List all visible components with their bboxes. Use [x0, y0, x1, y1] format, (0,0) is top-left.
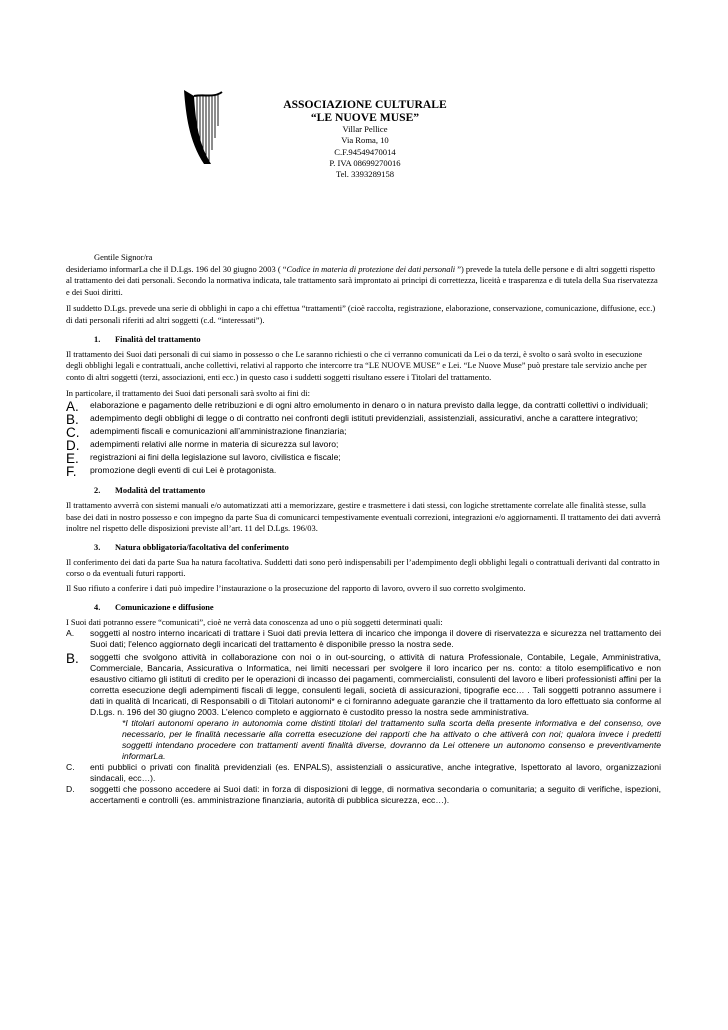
list-item-label: D.	[66, 437, 80, 453]
list-item-label: F.	[66, 463, 77, 479]
section-2-title: Modalità del trattamento	[115, 485, 206, 495]
list-item-label: B.	[66, 411, 79, 427]
list-item-text: adempimenti fiscali e comunicazioni all’amministrazione finanziaria;	[90, 425, 347, 436]
org-tel: Tel. 3393289158	[335, 169, 395, 180]
list-item-text: soggetti che svolgono attività in collaborazione con noi o in out-sourcing, o attività di natura Professionale, Contabile, Legale, Amministrativa, Commerciale, Bancaria, Assicurativa o Informatica, nei limiti necessari per svolgere il loro incarico per ns. conto: a titolo esemplificativo e non esaustivo citiamo gli istituti di credito per le operazioni di incasso dei pagamenti, commercialisti, consulenti del lavoro e liberi professionisti affini per la corretta esecuzione degli adempimenti fiscali di legge, consulenti legali, società di assicurazioni, tipografie ecc… . Tali soggetti potranno assumere i dati in qualità di Incaricati, di Responsabili o di Titolari autonomi* e ci forniranno adeguate garanzie che il trattamento da loro effettuato sia conforme al D.Lgs. n. 196 del 30 giugno 2003. L’elenco completo e aggiornato è custodito presso la nostra sede amministrativa.	[90, 652, 661, 718]
list-item-text: elaborazione e pagamento delle retribuzioni e di ogni altro emolumento in denaro o in natura previsto dalla legge, da contratti collettivi o individuali;	[90, 399, 648, 410]
list-item-text: registrazioni ai fini della legislazione sul lavoro, civilistica e fiscale;	[90, 451, 341, 462]
section-3-paragraph-1: Il conferimento dei dati da parte Sua ha natura facoltativa. Suddetti dati sono però indispensabili per l’adempimento degli obblighi legali o contrattuali derivanti dal contratto in corso o da eventuali futuri rapporti.	[66, 556, 660, 579]
section-4-heading	[66, 602, 661, 613]
list-item-text: soggetti al nostro interno incaricati di trattare i Suoi dati previa lettera di incarico che imponga il dovere di riservatezza e sicurezza nel trattamento dei Suoi dati; l'elenco aggiornato degli incaricati del trattamento è disponibile presso la nostra sede.	[90, 628, 661, 650]
section-4-title: Comunicazione e diffusione	[115, 602, 214, 612]
list-item	[66, 439, 661, 452]
intro-paragraph-2: Il suddetto D.Lgs. prevede una serie di obblighi in capo a chi effettua “trattamenti” (cioè raccolta, registrazione, elaborazione, conservazione, comunicazione, diffusione, ecc.) di dati personali riferiti ad altri soggetti (c.d. “interessati”).	[66, 303, 656, 325]
org-town: Villar Pellice	[342, 124, 388, 134]
list-item	[66, 762, 661, 784]
greeting: Gentile Signor/ra	[94, 252, 153, 262]
section-1-number: 1.	[94, 334, 101, 344]
list-item	[66, 628, 661, 650]
list-item-label: D.	[66, 784, 75, 795]
section-1-heading	[66, 334, 661, 345]
list-item	[66, 413, 661, 426]
list-item-text: adempimento degli obblighi di legge o di contratto nei confronti degli istituti previdenziali, assistenziali, assicurativi, anche a carattere integrativo;	[90, 412, 638, 423]
letterhead	[250, 98, 480, 180]
list-item-text: enti pubblici o privati con finalità previdenziali (es. ENPALS), assistenziali o assicurative, anche integrative, Ispettorato al lavoro, organizzazioni sindacali, ecc…).	[90, 762, 661, 784]
org-name-line2: “LE NUOVE MUSE”	[310, 111, 420, 124]
intro-paragraph-1	[66, 264, 661, 299]
org-cf: C.F.94549470014	[334, 146, 396, 157]
list-item-text: promozione degli eventi di cui Lei è protagonista.	[90, 464, 277, 475]
section-3-heading	[66, 542, 661, 553]
section-3-title: Natura obbligatoria/facoltativa del conferimento	[115, 542, 289, 552]
org-street: Via Roma, 10	[341, 135, 389, 146]
document-body	[66, 252, 661, 806]
list-item	[66, 652, 661, 718]
org-piva: P. IVA 08699270016	[329, 157, 401, 168]
section-1-title: Finalità del trattamento	[115, 334, 201, 344]
intro-p1-text-b: ”) prevede la tutela delle persone e di altri soggetti rispetto al trattamento dei dati personali. Secondo la normativa indicata, tale trattamento sarà improntato ai principi di correttezza, liceità e trasparenza e di tutela della Sua riservatezza e dei Suoi diritti.	[66, 263, 658, 297]
list-item-label: A.	[66, 628, 75, 639]
list-item	[66, 452, 661, 465]
list-item	[66, 784, 661, 806]
section-3-number: 3.	[94, 542, 101, 552]
section-4-paragraph: I Suoi dati potranno essere “comunicati”, cioè ne verrà data conoscenza ad uno o più soggetti determinati quali:	[66, 616, 443, 627]
list-item-label: C.	[66, 424, 80, 440]
list-item-label: C.	[66, 762, 75, 773]
section-2-paragraph: Il trattamento avverrà con sistemi manuali e/o automatizzati atti a memorizzare, gestire e trasmettere i dati stessi, con logiche strettamente correlate alle finalità stesse, sulla base dei dati in nostro possesso e con impegno da parte Sua di comunicarci tempestivamente eventuali correzioni, integrazioni e/o aggiornamenti. Il trattamento dei dati avverrà inoltre nel rispetto delle disposizioni previste all’art. 11 del D.Lgs. 196/03.	[66, 499, 661, 534]
list-item-text: adempimenti relativi alle norme in materia di sicurezza sul lavoro;	[90, 438, 339, 449]
list-item-text: soggetti che possono accedere ai Suoi dati: in forza di disposizioni di legge, di normativa secondaria o comunitaria; a seguito di verifiche, ispezioni, accertamenti e controlli (es. amministrazione finanziaria, autorità di pubblica sicurezza, ecc…).	[90, 784, 661, 806]
list-item-label: B.	[66, 651, 79, 667]
list-item-label: E.	[66, 450, 79, 466]
list-item-label: A.	[66, 398, 79, 414]
list-item	[66, 400, 661, 413]
list-item	[66, 465, 661, 478]
autonomous-holders-note: *I titolari autonomi operano in autonomia come distinti titolari del trattamento sulla scorta della presente informativa e del consenso, ove necessario, per le finalità necessarie alla corretta esecuzione dei rapporti che ha attivato o che attiverà con noi; qualora invece i predetti soggetti intendano procedere con trattamenti aventi finalità diverse, dovranno da Lei ottenere un autonomo consenso e preventivamente informarLa.	[122, 718, 661, 762]
harp-logo	[178, 88, 230, 166]
section-3-paragraph-2: Il Suo rifiuto a conferire i dati può impedire l’instaurazione o la prosecuzione del rapporto di lavoro, ovvero il suo corretto svolgimento.	[66, 582, 526, 593]
section-2-heading	[66, 485, 661, 496]
org-name-line1: ASSOCIAZIONE CULTURALE	[283, 98, 447, 111]
section-4-number: 4.	[94, 602, 101, 612]
intro-p1-text-a: desideriamo informarLa che il D.Lgs. 196 del 30 giugno 2003 ( “	[66, 263, 287, 274]
section-1-paragraph-1: Il trattamento dei Suoi dati personali di cui siamo in possesso o che Le saranno richiesti o che ci verranno comunicati da Lei o da terzi, è svolto o sarà svolto in esecuzione degli obblighi legali e contrattuali, anche collettivi, relativi al rapporto che intercorre tra “LE NUOVE MUSE” e Lei. “Le Nuove Muse” può prestare tale servizio anche per conto di altri soggetti (terzi, associazioni, enti ecc.) in questo caso i suddetti soggetti risultano essere i Titolari del trattamento.	[66, 348, 647, 382]
list-item	[66, 426, 661, 439]
section-2-number: 2.	[94, 485, 101, 495]
intro-p1-code-title: Codice in materia di protezione dei dati personali	[286, 263, 456, 274]
section-1-paragraph-2: In particolare, il trattamento dei Suoi dati personali sarà svolto ai fini di:	[66, 388, 310, 399]
purposes-list	[66, 400, 661, 478]
